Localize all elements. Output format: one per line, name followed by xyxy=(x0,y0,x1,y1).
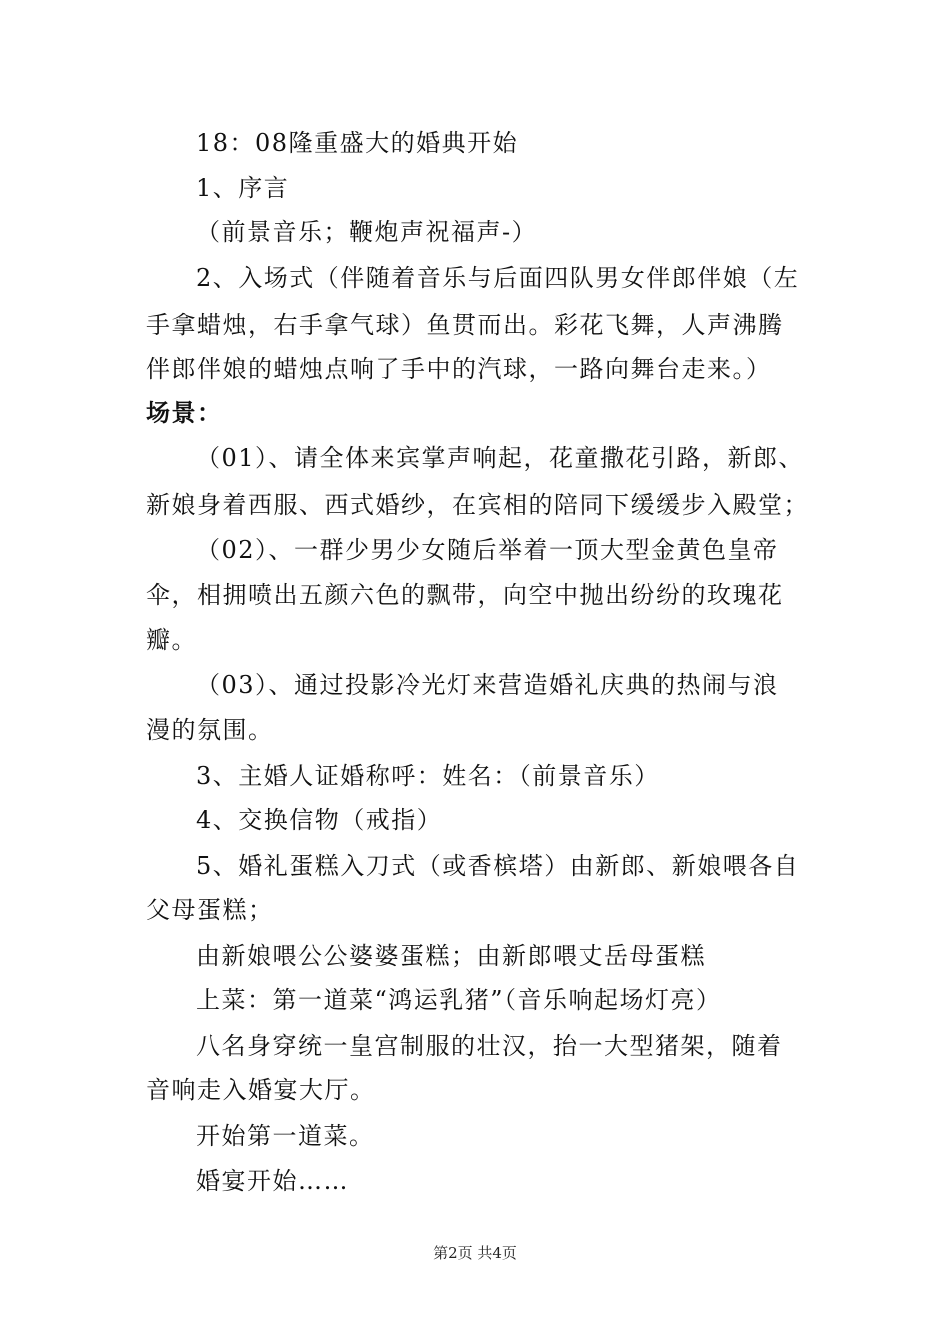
paragraph-line: （前景音乐；鞭炮声祝福声-） xyxy=(196,218,538,246)
paragraph-line: 音响走入婚宴大厅。 xyxy=(146,1076,376,1104)
paragraph-line: 新娘身着西服、西式婚纱，在宾相的陪同下缓缓步入殿堂； xyxy=(146,491,809,519)
paragraph-line: 婚宴开始…… xyxy=(196,1167,349,1195)
paragraph-line: 由新娘喂公公婆婆蛋糕；由新郎喂丈岳母蛋糕 xyxy=(196,942,706,970)
paragraph-line: 八名身穿统一皇宫制服的壮汉，抬一大型猪架，随着 xyxy=(196,1032,783,1060)
paragraph-line: 2、入场式（伴随着音乐与后面四队男女伴郎伴娘（左 xyxy=(196,264,800,292)
paragraph-line: 3、主婚人证婚称呼：姓名：（前景音乐） xyxy=(196,762,660,790)
paragraph-line: 伴郎伴娘的蜡烛点响了手中的汽球，一路向舞台走来。） xyxy=(146,355,772,383)
paragraph-line: 瓣。 xyxy=(146,626,197,654)
paragraph-line: （01）、请全体来宾掌声响起，花童撒花引路，新郎、 xyxy=(196,444,805,472)
page-number-footer: 第2页 共4页 xyxy=(433,1244,517,1262)
paragraph-line: 18：08隆重盛大的婚典开始 xyxy=(196,129,519,157)
paragraph-line: 父母蛋糕； xyxy=(146,896,274,924)
paragraph-line: 漫的氛围。 xyxy=(146,716,274,744)
paragraph-line: 4、交换信物（戒指） xyxy=(196,806,443,834)
paragraph-line: 上菜：第一道菜“鸿运乳猪”（音乐响起场灯亮） xyxy=(196,986,722,1014)
paragraph-line: 1、序言 xyxy=(196,174,290,202)
paragraph-line: （03）、通过投影冷光灯来营造婚礼庆典的热闹与浪 xyxy=(196,671,779,699)
section-heading: 场景： xyxy=(146,398,223,427)
paragraph-line: 5、婚礼蛋糕入刀式（或香槟塔）由新郎、新娘喂各自 xyxy=(196,852,800,880)
paragraph-line: （02）、一群少男少女随后举着一顶大型金黄色皇帝 xyxy=(196,536,779,564)
paragraph-line: 开始第一道菜。 xyxy=(196,1122,375,1150)
paragraph-line: 伞，相拥喷出五颜六色的飘带，向空中抛出纷纷的玫瑰花 xyxy=(146,581,784,609)
paragraph-line: 手拿蜡烛，右手拿气球）鱼贯而出。彩花飞舞，人声沸腾 xyxy=(146,311,784,339)
